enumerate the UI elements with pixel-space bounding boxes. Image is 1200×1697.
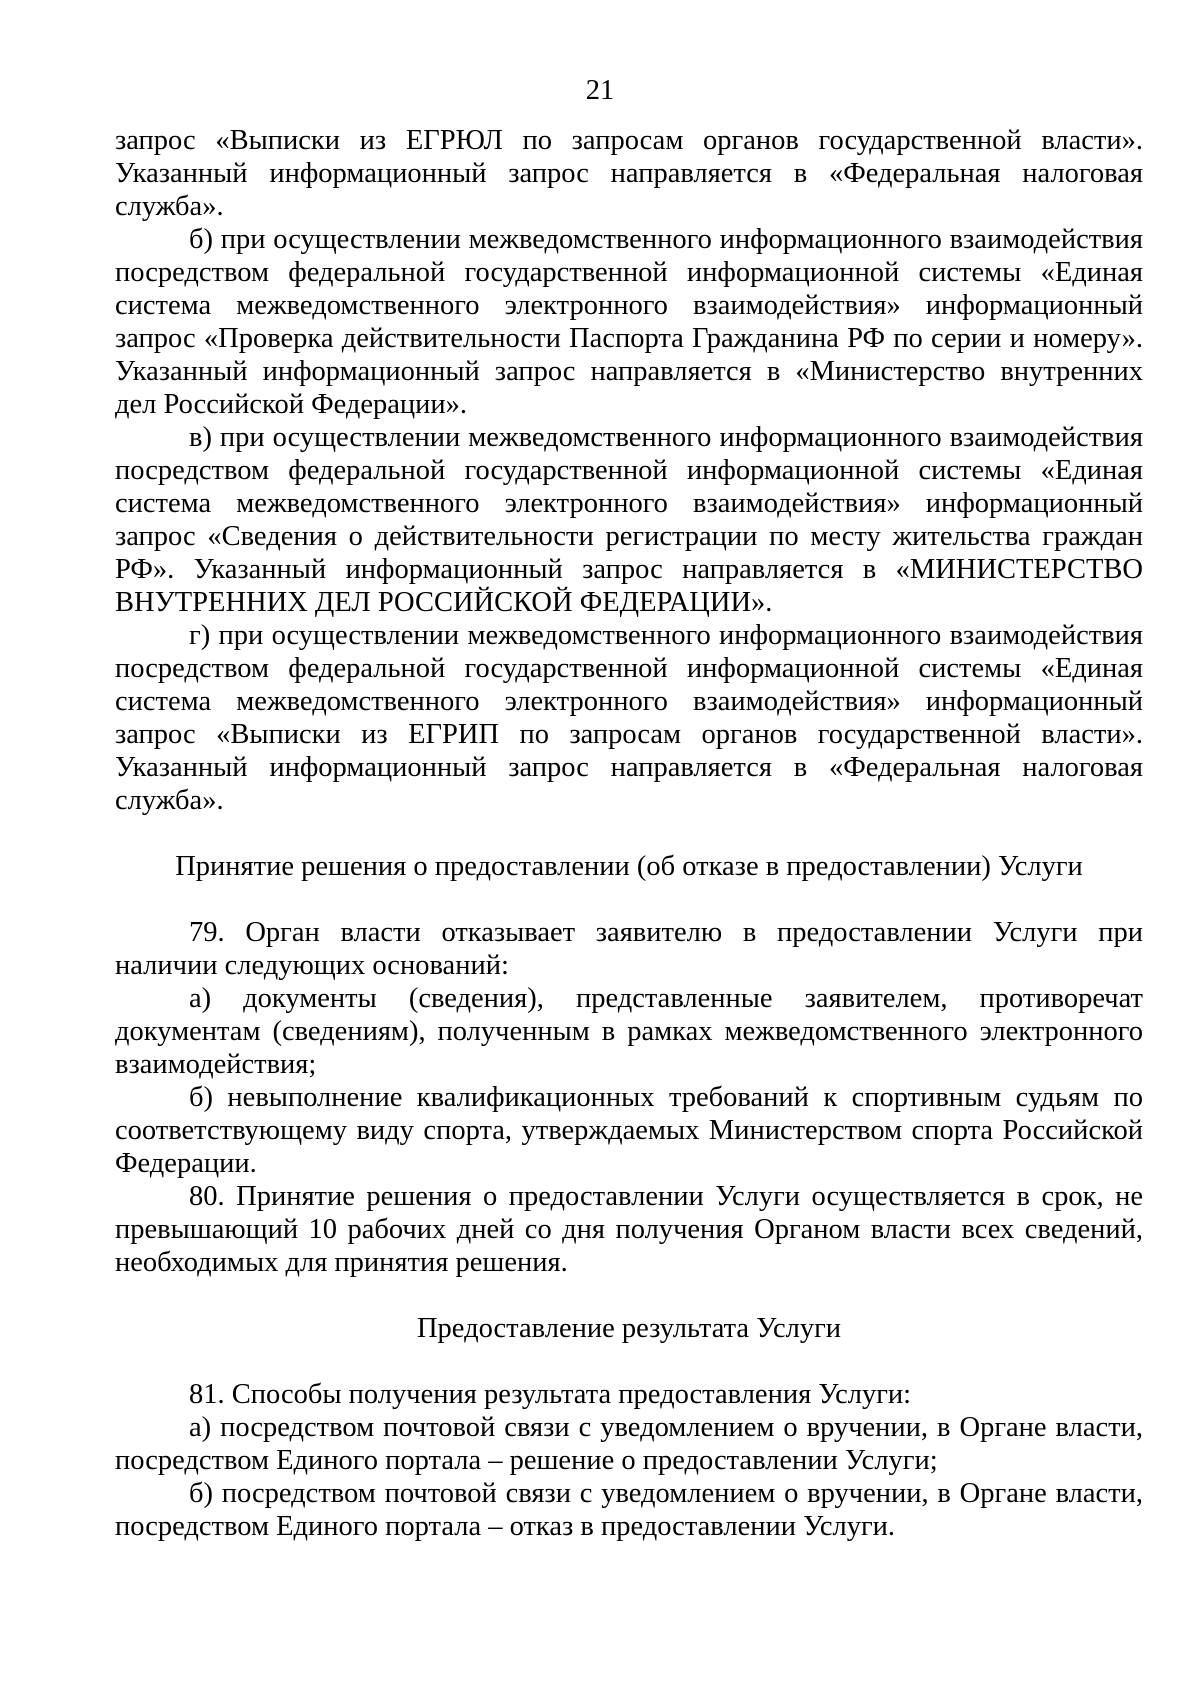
paragraph-81-a: а) посредством почтовой связи с уведомлением о вручении, в Органе власти, посредством Единого портала – решение о предоставлении Услуги; — [115, 1412, 1143, 1476]
paragraph-item-b: б) при осуществлении межведомственного информационного взаимодействия посредством федеральной государственной информационной системы «Единая система межведомственного электронного взаимодействия» информационный запрос «Проверка действительности Паспорта Гражданина РФ по серии и номеру». Указанный информационный запрос направляется в «Министерство внутренних дел Российской Федерации». — [115, 224, 1143, 420]
document-body — [115, 124, 1143, 1543]
page-number: 21 — [585, 75, 615, 106]
paragraph-80: 80. Принятие решения о предоставлении Услуги осуществляется в срок, не превышающий 10 рабочих дней со дня получения Органом власти всех сведений, необходимых для принятия решения. — [115, 1181, 1143, 1278]
section-heading-result: Предоставление результата Услуги — [416, 1313, 842, 1344]
paragraph-79-b: б) невыполнение квалификационных требований к спортивным судьям по соответствующему виду спорта, утверждаемых Министерством спорта Российской Федерации. — [115, 1082, 1143, 1179]
section-heading-decision: Принятие решения о предоставлении (об отказе в предоставлении) Услуги — [175, 851, 1083, 882]
paragraph-item-g: г) при осуществлении межведомственного информационного взаимодействия посредством федеральной государственной информационной системы «Единая система межведомственного электронного взаимодействия» информационный запрос «Выписки из ЕГРИП по запросам органов государственной власти». Указанный информационный запрос направляется в «Федеральная налоговая служба». — [115, 620, 1143, 816]
paragraph-81: 81. Способы получения результата предоставления Услуги: — [189, 1379, 912, 1410]
paragraph-item-v: в) при осуществлении межведомственного информационного взаимодействия посредством федеральной государственной информационной системы «Единая система межведомственного электронного взаимодействия» информационный запрос «Сведения о действительности регистрации по месту жительства граждан РФ». Указанный информационный запрос направляется в «МИНИСТЕРСТВО ВНУТРЕННИХ ДЕЛ РОССИЙСКОЙ ФЕДЕРАЦИИ». — [115, 422, 1143, 618]
paragraph-79: 79. Орган власти отказывает заявителю в предоставлении Услуги при наличии следующих оснований: — [115, 917, 1143, 981]
paragraph-79-a: а) документы (сведения), представленные заявителем, противоречат документам (сведениям), полученным в рамках межведомственного электронного взаимодействия; — [115, 983, 1143, 1080]
paragraph-81-b: б) посредством почтовой связи с уведомлением о вручении, в Органе власти, посредством Единого портала – отказ в предоставлении Услуги. — [115, 1478, 1143, 1542]
paragraph-continuation: запрос «Выписки из ЕГРЮЛ по запросам органов государственной власти». Указанный информационный запрос направляется в «Федеральная налоговая служба». — [115, 125, 1143, 222]
